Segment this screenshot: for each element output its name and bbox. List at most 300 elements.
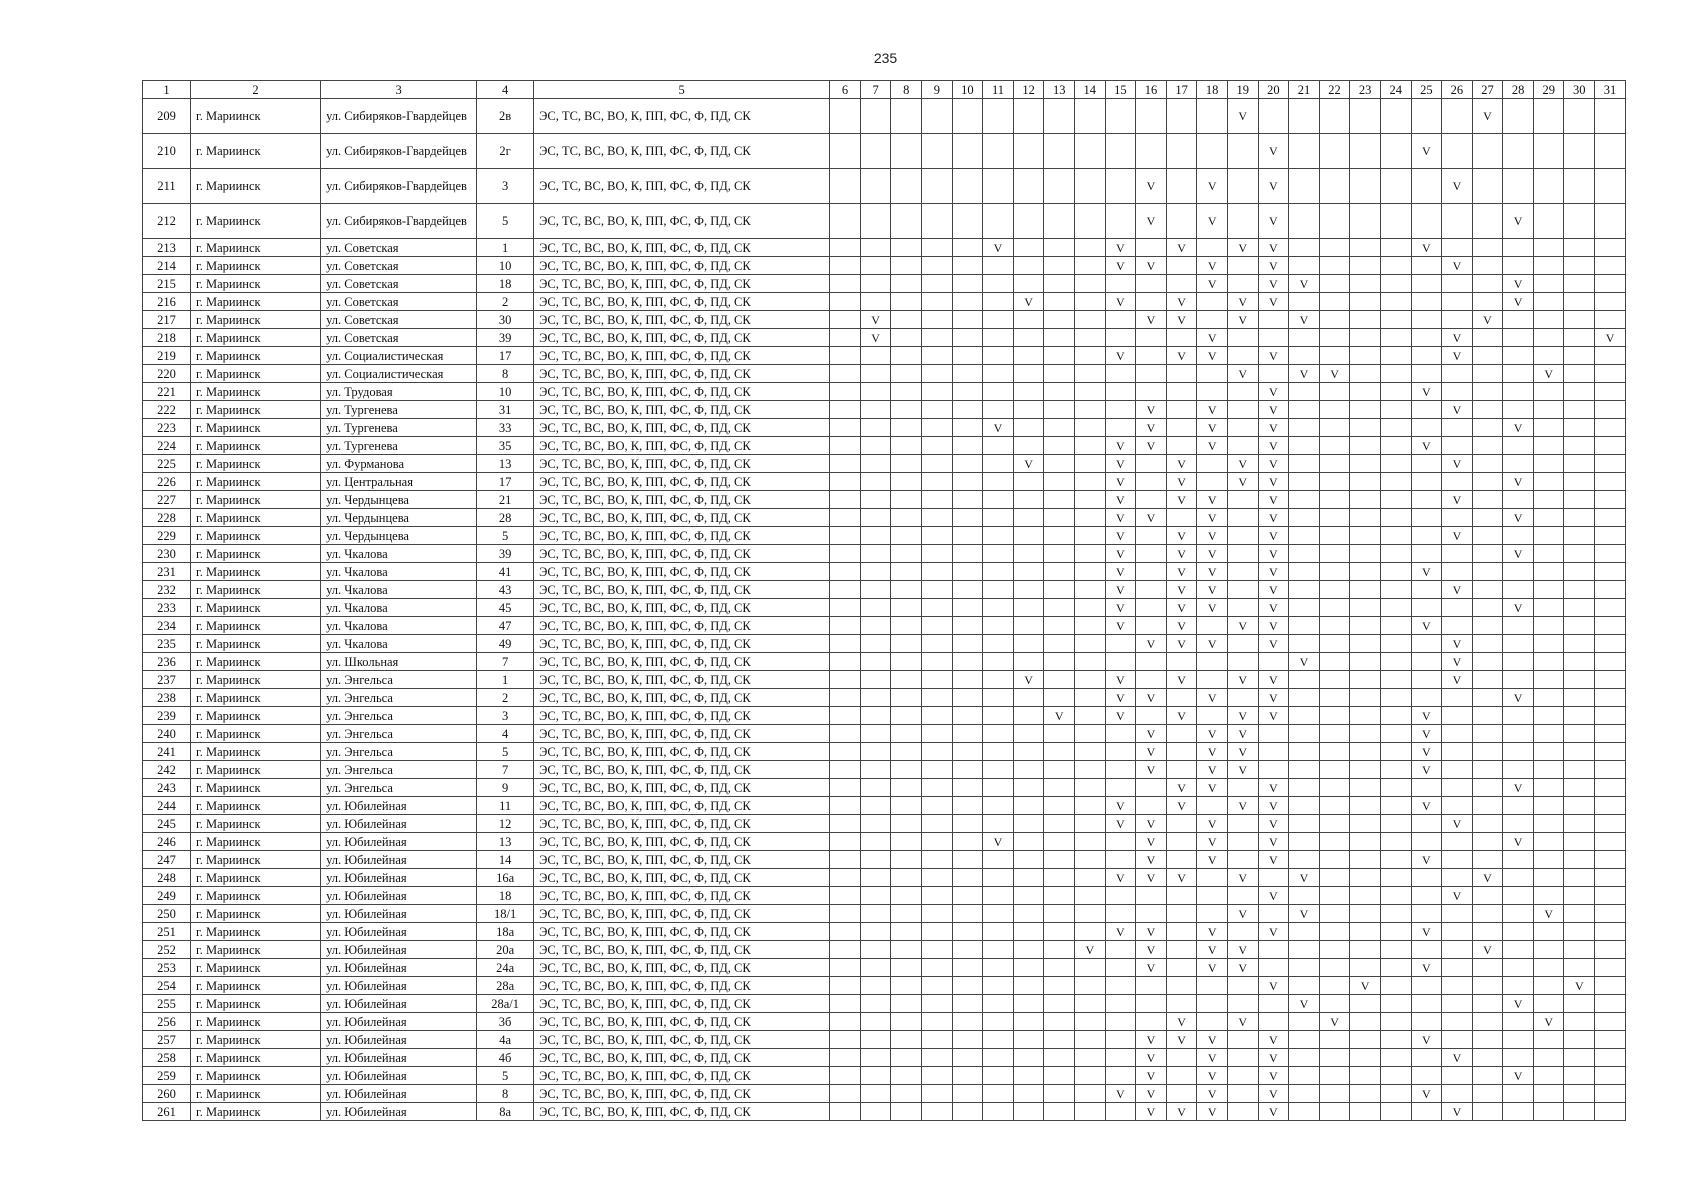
street-cell: ул. Сибиряков-Гвардейцев [321,204,477,239]
check-mark-cell: V [1166,1013,1197,1031]
street-cell: ул. Юбилейная [321,869,477,887]
empty-cell [891,419,922,437]
empty-cell [860,293,891,311]
empty-cell [1472,401,1503,419]
house-number-cell: 8а [477,1103,534,1121]
empty-cell [1503,815,1534,833]
empty-cell [1564,1103,1595,1121]
row-number-cell: 218 [143,329,191,347]
empty-cell [1564,761,1595,779]
empty-cell [983,99,1014,134]
empty-cell [1289,437,1320,455]
empty-cell [952,1103,983,1121]
empty-cell [1533,473,1564,491]
empty-cell [952,527,983,545]
empty-cell [952,491,983,509]
check-mark-cell: V [1442,527,1473,545]
empty-cell [1595,887,1626,905]
empty-cell [1533,761,1564,779]
row-number-cell: 247 [143,851,191,869]
check-mark-cell: V [1503,779,1534,797]
empty-cell [1258,329,1289,347]
empty-cell [1380,383,1411,401]
empty-cell [1105,275,1136,293]
check-mark-cell: V [1105,1085,1136,1103]
house-number-cell: 17 [477,473,534,491]
empty-cell [1044,455,1075,473]
empty-cell [1136,653,1167,671]
empty-cell [1564,779,1595,797]
check-mark-cell: V [1197,563,1228,581]
services-cell: ЭС, ТС, ВС, ВО, К, ПП, ФС, Ф, ПД, СК [534,761,830,779]
empty-cell [922,1067,953,1085]
empty-cell [1442,923,1473,941]
check-mark-cell: V [1197,401,1228,419]
empty-cell [1227,1103,1258,1121]
empty-cell [1595,99,1626,134]
empty-cell [830,1085,861,1103]
empty-cell [1442,437,1473,455]
empty-cell [830,419,861,437]
empty-cell [1319,977,1350,995]
empty-cell [1595,761,1626,779]
empty-cell [1442,239,1473,257]
check-mark-cell: V [1197,959,1228,977]
empty-cell [1595,635,1626,653]
empty-cell [983,545,1014,563]
empty-cell [1044,169,1075,204]
empty-cell [830,977,861,995]
city-cell: г. Мариинск [191,329,321,347]
empty-cell [1564,581,1595,599]
empty-cell [1227,581,1258,599]
empty-cell [1564,995,1595,1013]
empty-cell [1258,905,1289,923]
check-mark-cell: V [1105,815,1136,833]
table-row [143,941,1626,959]
row-number-cell: 254 [143,977,191,995]
city-cell: г. Мариинск [191,833,321,851]
empty-cell [983,689,1014,707]
empty-cell [1503,437,1534,455]
empty-cell [1227,887,1258,905]
empty-cell [1595,293,1626,311]
empty-cell [1013,941,1044,959]
check-mark-cell: V [1442,169,1473,204]
check-mark-cell: V [1197,689,1228,707]
empty-cell [922,455,953,473]
table-row [143,169,1626,204]
house-number-cell: 3 [477,169,534,204]
empty-cell [860,599,891,617]
empty-cell [1289,977,1320,995]
empty-cell [1472,275,1503,293]
empty-cell [1350,134,1381,169]
empty-cell [1380,869,1411,887]
empty-cell [1533,959,1564,977]
empty-cell [1595,401,1626,419]
services-cell: ЭС, ТС, ВС, ВО, К, ПП, ФС, Ф, ПД, СК [534,1103,830,1121]
city-cell: г. Мариинск [191,617,321,635]
empty-cell [1350,689,1381,707]
empty-cell [1013,959,1044,977]
services-cell: ЭС, ТС, ВС, ВО, К, ПП, ФС, Ф, ПД, СК [534,545,830,563]
empty-cell [1564,725,1595,743]
check-mark-cell: V [1258,887,1289,905]
empty-cell [1105,833,1136,851]
empty-cell [952,563,983,581]
services-cell: ЭС, ТС, ВС, ВО, К, ПП, ФС, Ф, ПД, СК [534,99,830,134]
check-mark-cell: V [1258,797,1289,815]
empty-cell [1350,1049,1381,1067]
empty-cell [1533,455,1564,473]
check-mark-cell: V [1197,1067,1228,1085]
empty-cell [1197,383,1228,401]
empty-cell [922,689,953,707]
empty-cell [1013,99,1044,134]
empty-cell [1533,725,1564,743]
empty-cell [1472,743,1503,761]
empty-cell [1227,851,1258,869]
city-cell: г. Мариинск [191,851,321,869]
empty-cell [1074,1103,1105,1121]
check-mark-cell: V [1166,311,1197,329]
empty-cell [1595,419,1626,437]
empty-cell [860,707,891,725]
empty-cell [1442,599,1473,617]
empty-cell [922,779,953,797]
house-number-cell: 39 [477,329,534,347]
column-header-9: 9 [922,81,953,99]
check-mark-cell: V [1227,239,1258,257]
check-mark-cell: V [983,419,1014,437]
street-cell: ул. Юбилейная [321,923,477,941]
empty-cell [1564,1031,1595,1049]
check-mark-cell: V [1136,959,1167,977]
check-mark-cell: V [1136,437,1167,455]
check-mark-cell: V [1197,491,1228,509]
empty-cell [1595,365,1626,383]
empty-cell [1503,977,1534,995]
empty-cell [1595,959,1626,977]
empty-cell [1595,437,1626,455]
empty-cell [1227,437,1258,455]
check-mark-cell: V [1258,617,1289,635]
empty-cell [1319,851,1350,869]
check-mark-cell: V [1136,815,1167,833]
check-mark-cell: V [1411,1031,1442,1049]
empty-cell [1258,761,1289,779]
empty-cell [1105,905,1136,923]
empty-cell [1013,134,1044,169]
check-mark-cell: V [1442,329,1473,347]
empty-cell [1074,491,1105,509]
empty-cell [830,134,861,169]
empty-cell [1013,509,1044,527]
table-row [143,545,1626,563]
empty-cell [1105,941,1136,959]
check-mark-cell: V [1136,869,1167,887]
services-cell: ЭС, ТС, ВС, ВО, К, ПП, ФС, Ф, ПД, СК [534,527,830,545]
empty-cell [891,1103,922,1121]
empty-cell [891,509,922,527]
column-header-24: 24 [1380,81,1411,99]
empty-cell [891,671,922,689]
empty-cell [1411,509,1442,527]
empty-cell [1533,1049,1564,1067]
empty-cell [922,581,953,599]
empty-cell [1472,905,1503,923]
empty-cell [1472,419,1503,437]
empty-cell [1105,1013,1136,1031]
empty-cell [891,599,922,617]
empty-cell [952,99,983,134]
empty-cell [1595,1049,1626,1067]
check-mark-cell: V [1197,581,1228,599]
empty-cell [1595,545,1626,563]
row-number-cell: 209 [143,99,191,134]
check-mark-cell: V [1197,725,1228,743]
check-mark-cell: V [1227,1013,1258,1031]
empty-cell [1289,797,1320,815]
empty-cell [1472,779,1503,797]
empty-cell [922,599,953,617]
empty-cell [1289,761,1320,779]
empty-cell [1289,581,1320,599]
check-mark-cell: V [1197,527,1228,545]
column-header-27: 27 [1472,81,1503,99]
empty-cell [891,204,922,239]
table-row [143,563,1626,581]
check-mark-cell: V [1166,473,1197,491]
empty-cell [1595,725,1626,743]
empty-cell [1595,1103,1626,1121]
empty-cell [1319,134,1350,169]
street-cell: ул. Энгельса [321,725,477,743]
check-mark-cell: V [1136,1067,1167,1085]
city-cell: г. Мариинск [191,1103,321,1121]
check-mark-cell: V [1411,761,1442,779]
empty-cell [1472,977,1503,995]
empty-cell [1564,1085,1595,1103]
empty-cell [1595,851,1626,869]
empty-cell [922,134,953,169]
house-number-cell: 28 [477,509,534,527]
row-number-cell: 258 [143,1049,191,1067]
check-mark-cell: V [1136,1049,1167,1067]
house-number-cell: 1 [477,671,534,689]
empty-cell [860,743,891,761]
empty-cell [830,725,861,743]
empty-cell [1013,851,1044,869]
city-cell: г. Мариинск [191,239,321,257]
empty-cell [1564,959,1595,977]
check-mark-cell: V [1136,169,1167,204]
empty-cell [1074,293,1105,311]
empty-cell [1289,99,1320,134]
empty-cell [1044,1085,1075,1103]
empty-cell [1074,581,1105,599]
table-body [143,99,1626,1121]
table-row [143,239,1626,257]
city-cell: г. Мариинск [191,527,321,545]
check-mark-cell: V [1136,419,1167,437]
empty-cell [1319,833,1350,851]
empty-cell [891,995,922,1013]
check-mark-cell: V [1166,779,1197,797]
empty-cell [1350,581,1381,599]
house-number-cell: 21 [477,491,534,509]
empty-cell [830,869,861,887]
table-row [143,671,1626,689]
table-row [143,581,1626,599]
street-cell: ул. Чердынцева [321,491,477,509]
check-mark-cell: V [1503,545,1534,563]
check-mark-cell: V [1105,671,1136,689]
check-mark-cell: V [1227,869,1258,887]
empty-cell [1074,725,1105,743]
empty-cell [1044,833,1075,851]
empty-cell [922,509,953,527]
empty-cell [1166,743,1197,761]
empty-cell [1442,1067,1473,1085]
empty-cell [1044,509,1075,527]
check-mark-cell: V [1166,581,1197,599]
check-mark-cell: V [1503,509,1534,527]
row-number-cell: 257 [143,1031,191,1049]
empty-cell [1442,833,1473,851]
empty-cell [1380,204,1411,239]
empty-cell [1289,293,1320,311]
empty-cell [1074,851,1105,869]
table-row [143,995,1626,1013]
empty-cell [1289,779,1320,797]
empty-cell [1136,995,1167,1013]
empty-cell [922,275,953,293]
empty-cell [1044,437,1075,455]
empty-cell [1503,887,1534,905]
empty-cell [1044,275,1075,293]
city-cell: г. Мариинск [191,905,321,923]
empty-cell [1595,689,1626,707]
house-number-cell: 8 [477,365,534,383]
empty-cell [1136,581,1167,599]
empty-cell [1533,689,1564,707]
empty-cell [830,455,861,473]
empty-cell [1136,134,1167,169]
empty-cell [1350,635,1381,653]
empty-cell [1227,134,1258,169]
empty-cell [1533,491,1564,509]
empty-cell [1472,257,1503,275]
row-number-cell: 225 [143,455,191,473]
empty-cell [1350,779,1381,797]
empty-cell [1319,869,1350,887]
services-cell: ЭС, ТС, ВС, ВО, К, ПП, ФС, Ф, ПД, СК [534,581,830,599]
empty-cell [1442,995,1473,1013]
empty-cell [1350,419,1381,437]
empty-cell [891,869,922,887]
row-number-cell: 242 [143,761,191,779]
empty-cell [1380,761,1411,779]
empty-cell [1136,905,1167,923]
empty-cell [1105,851,1136,869]
empty-cell [1013,329,1044,347]
empty-cell [1319,905,1350,923]
check-mark-cell: V [1258,599,1289,617]
empty-cell [1105,761,1136,779]
house-number-cell: 5 [477,204,534,239]
empty-cell [1136,599,1167,617]
empty-cell [1197,671,1228,689]
check-mark-cell: V [1227,455,1258,473]
empty-cell [1319,887,1350,905]
empty-cell [1350,833,1381,851]
empty-cell [1533,887,1564,905]
table-row [143,977,1626,995]
empty-cell [1350,1067,1381,1085]
city-cell: г. Мариинск [191,977,321,995]
check-mark-cell: V [1503,689,1534,707]
empty-cell [1533,1103,1564,1121]
empty-cell [952,869,983,887]
empty-cell [983,437,1014,455]
empty-cell [1166,401,1197,419]
check-mark-cell: V [1258,779,1289,797]
check-mark-cell: V [1442,257,1473,275]
row-number-cell: 256 [143,1013,191,1031]
empty-cell [1105,99,1136,134]
row-number-cell: 245 [143,815,191,833]
empty-cell [983,977,1014,995]
empty-cell [830,563,861,581]
empty-cell [1564,1013,1595,1031]
empty-cell [1503,455,1534,473]
empty-cell [1074,419,1105,437]
empty-cell [1013,797,1044,815]
empty-cell [1227,329,1258,347]
check-mark-cell: V [1197,509,1228,527]
city-cell: г. Мариинск [191,1049,321,1067]
empty-cell [1136,617,1167,635]
street-cell: ул. Чкалова [321,563,477,581]
check-mark-cell: V [1258,473,1289,491]
empty-cell [1503,797,1534,815]
empty-cell [1380,959,1411,977]
empty-cell [1442,779,1473,797]
empty-cell [1503,169,1534,204]
empty-cell [1350,437,1381,455]
empty-cell [983,869,1014,887]
services-cell: ЭС, ТС, ВС, ВО, К, ПП, ФС, Ф, ПД, СК [534,959,830,977]
column-header-8: 8 [891,81,922,99]
empty-cell [983,581,1014,599]
empty-cell [1013,1031,1044,1049]
city-cell: г. Мариинск [191,869,321,887]
empty-cell [1258,959,1289,977]
empty-cell [1503,527,1534,545]
check-mark-cell: V [1442,401,1473,419]
empty-cell [860,1067,891,1085]
street-cell: ул. Энгельса [321,671,477,689]
empty-cell [1442,905,1473,923]
empty-cell [1319,599,1350,617]
empty-cell [1595,204,1626,239]
check-mark-cell: V [1166,527,1197,545]
empty-cell [1411,419,1442,437]
empty-cell [1533,509,1564,527]
empty-cell [1380,239,1411,257]
